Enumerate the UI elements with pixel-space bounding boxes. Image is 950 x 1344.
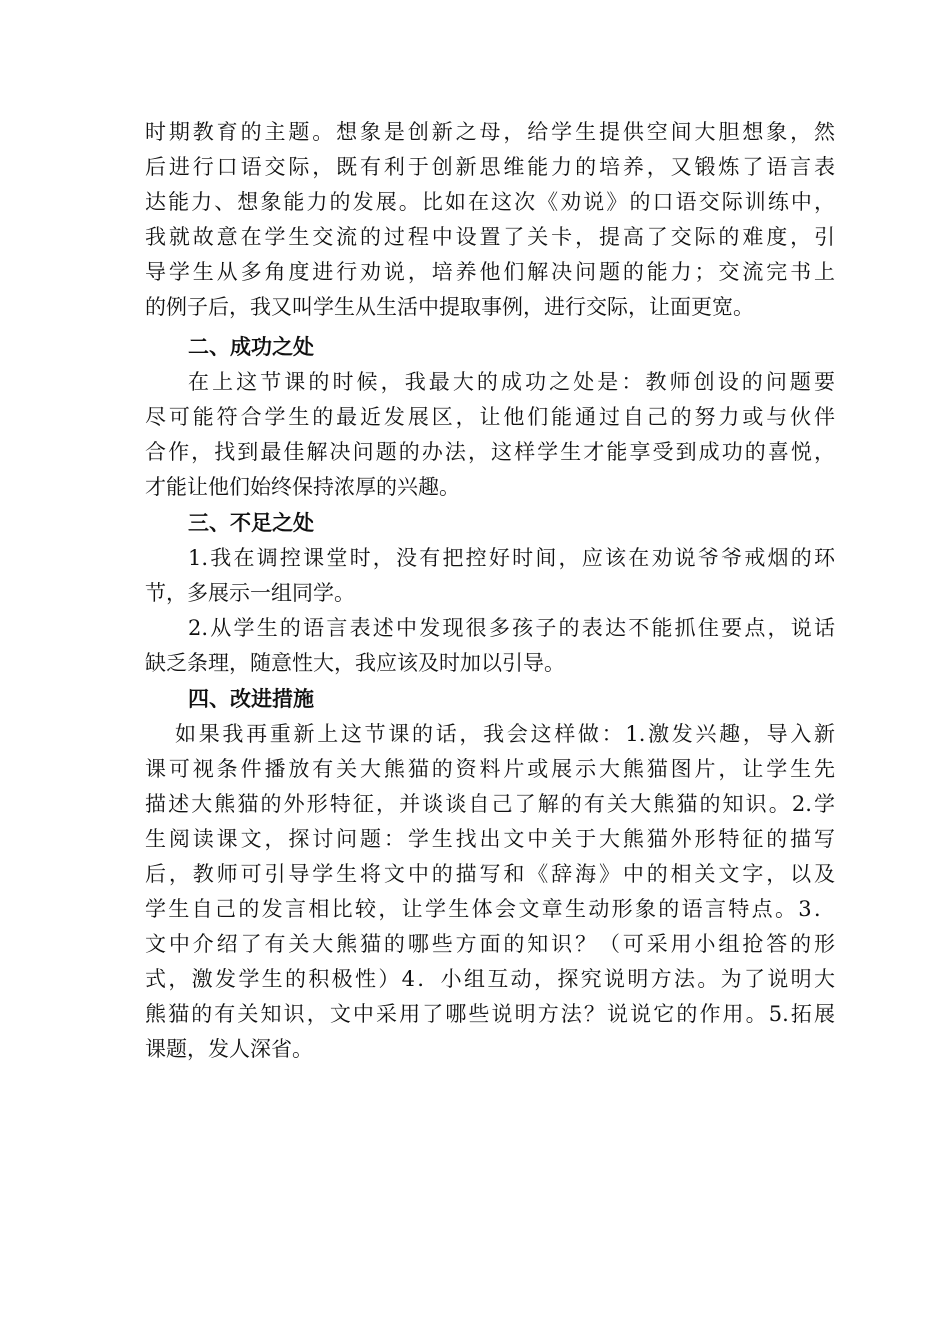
intro-line-2: 后进行口语交际，既有利于创新思维能力的培养，又锻炼了语言表	[145, 155, 835, 179]
improvement-line-8: 式，激发学生的积极性）4．小组互动，探究说明方法。为了说明大	[145, 967, 835, 991]
success-line-2: 尽可能符合学生的最近发展区，让他们能通过自己的努力或与伙伴	[145, 405, 835, 429]
section-heading-shortcomings: 三、不足之处	[188, 510, 314, 535]
intro-line-1: 时期教育的主题。想象是创新之母，给学生提供空间大胆想象，然	[145, 120, 835, 144]
intro-line-3: 达能力、想象能力的发展。比如在这次《劝说》的口语交际训练中，	[145, 190, 835, 214]
intro-line-6: 的例子后，我又叫学生从生活中提取事例，进行交际，让面更宽。	[145, 295, 754, 319]
shortcoming-2-line-2: 缺乏条理，随意性大，我应该及时加以引导。	[145, 651, 565, 675]
improvement-line-6: 学生自己的发言相比较，让学生体会文章生动形象的语言特点。3．	[145, 897, 835, 921]
success-line-3: 合作，找到最佳解决问题的办法，这样学生才能享受到成功的喜悦，	[145, 440, 835, 464]
improvement-line-3: 描述大熊猫的外形特征，并谈谈自己了解的有关大熊猫的知识。2.学	[145, 792, 835, 816]
intro-line-5: 导学生从多角度进行劝说，培养他们解决问题的能力；交流完书上	[145, 260, 835, 284]
shortcoming-1-line-2: 节，多展示一组同学。	[145, 581, 355, 605]
intro-line-4: 我就故意在学生交流的过程中设置了关卡，提高了交际的难度，引	[145, 225, 835, 249]
improvement-line-10: 课题，发人深省。	[145, 1037, 313, 1061]
improvement-line-4: 生阅读课文，探讨问题：学生找出文中关于大熊猫外形特征的描写	[145, 827, 835, 851]
success-line-1: 在上这节课的时候，我最大的成功之处是：教师创设的问题要	[188, 370, 835, 394]
shortcoming-1-line-1: 1.我在调控课堂时，没有把控好时间，应该在劝说爷爷戒烟的环	[188, 546, 835, 570]
improvement-line-1: 如果我再重新上这节课的话，我会这样做：1.激发兴趣，导入新	[175, 722, 835, 746]
success-line-4: 才能让他们始终保持浓厚的兴趣。	[145, 475, 460, 499]
improvement-line-7: 文中介绍了有关大熊猫的哪些方面的知识？（可采用小组抢答的形	[145, 932, 835, 956]
section-heading-improvements: 四、改进措施	[188, 686, 314, 711]
improvement-line-5: 后，教师可引导学生将文中的描写和《辞海》中的相关文字，以及	[145, 862, 835, 886]
improvement-line-2: 课可视条件播放有关大熊猫的资料片或展示大熊猫图片，让学生先	[145, 757, 835, 781]
improvement-line-9: 熊猫的有关知识，文中采用了哪些说明方法？说说它的作用。5.拓展	[145, 1002, 835, 1026]
section-heading-success: 二、成功之处	[188, 334, 314, 359]
shortcoming-2-line-1: 2.从学生的语言表述中发现很多孩子的表达不能抓住要点，说话	[188, 616, 835, 640]
